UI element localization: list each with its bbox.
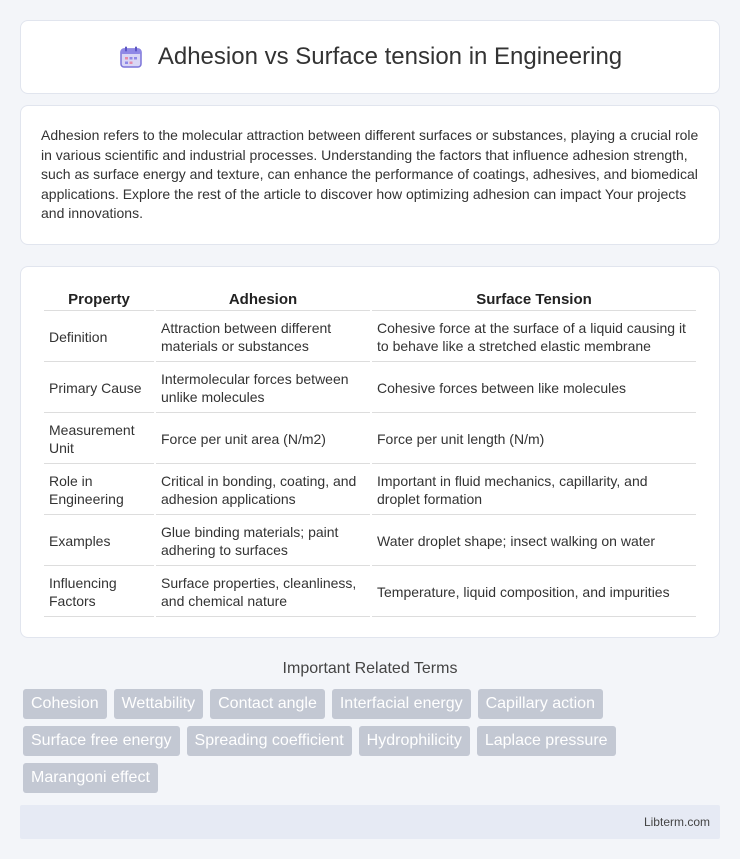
comparison-table-card bbox=[20, 266, 720, 638]
related-terms-title: Important Related Terms bbox=[282, 659, 458, 677]
table-cell: Role in Engineering bbox=[44, 464, 154, 515]
column-header-adhesion: Adhesion bbox=[156, 287, 370, 311]
table-cell: Cohesive forces between like molecules bbox=[372, 362, 696, 413]
table-header-row bbox=[44, 287, 696, 311]
table-cell: Critical in bonding, coating, and adhesion applications bbox=[156, 464, 370, 515]
calendar-icon bbox=[118, 44, 144, 70]
table-cell: Primary Cause bbox=[44, 362, 154, 413]
footer-site-link[interactable]: Libterm.com bbox=[643, 814, 710, 829]
footer bbox=[20, 805, 720, 839]
table-cell: Temperature, liquid composition, and impurities bbox=[372, 566, 696, 617]
tag-laplace-pressure[interactable]: Laplace pressure bbox=[477, 726, 616, 756]
table-cell: Definition bbox=[44, 311, 154, 362]
table-row bbox=[44, 362, 696, 413]
tag-spreading-coefficient[interactable]: Spreading coefficient bbox=[187, 726, 352, 756]
column-header-surface-tension: Surface Tension bbox=[372, 287, 696, 311]
table-cell: Attraction between different materials or substances bbox=[156, 311, 370, 362]
table-row bbox=[44, 566, 696, 617]
tag-contact-angle[interactable]: Contact angle bbox=[210, 689, 325, 719]
column-header-property: Property bbox=[44, 287, 154, 311]
comparison-table bbox=[42, 287, 698, 617]
table-cell: Water droplet shape; insect walking on water bbox=[372, 515, 696, 566]
tag-surface-free-energy[interactable]: Surface free energy bbox=[23, 726, 180, 756]
table-cell: Important in fluid mechanics, capillarity, and droplet formation bbox=[372, 464, 696, 515]
table-cell: Cohesive force at the surface of a liquid causing it to behave like a stretched elastic membrane bbox=[372, 311, 696, 362]
tag-marangoni-effect[interactable]: Marangoni effect bbox=[23, 763, 158, 793]
table-row bbox=[44, 464, 696, 515]
table-cell: Influencing Factors bbox=[44, 566, 154, 617]
page-title: Adhesion vs Surface tension in Engineering bbox=[157, 43, 623, 70]
table-cell: Glue binding materials; paint adhering to surfaces bbox=[156, 515, 370, 566]
tag-wettability[interactable]: Wettability bbox=[114, 689, 204, 719]
tag-hydrophilicity[interactable]: Hydrophilicity bbox=[359, 726, 470, 756]
table-cell: Examples bbox=[44, 515, 154, 566]
table-cell: Force per unit length (N/m) bbox=[372, 413, 696, 464]
tag-interfacial-energy[interactable]: Interfacial energy bbox=[332, 689, 471, 719]
table-cell: Intermolecular forces between unlike molecules bbox=[156, 362, 370, 413]
title-card bbox=[20, 20, 720, 94]
table-cell: Measurement Unit bbox=[44, 413, 154, 464]
intro-text: Adhesion refers to the molecular attraction between different surfaces or substances, playing a crucial role in various scientific and industrial processes. Understanding the factors that influence adhesion strength, such as surface energy and texture, can enhance the performance of coatings, adhesives, and biomedical applications. Explore the rest of the article to discover how optimizing adhesion can impact Your projects and innovations. bbox=[41, 127, 699, 221]
table-row bbox=[44, 413, 696, 464]
table-row bbox=[44, 515, 696, 566]
intro-card bbox=[20, 105, 720, 245]
table-cell: Force per unit area (N/m2) bbox=[156, 413, 370, 464]
related-terms-list bbox=[20, 689, 720, 793]
table-row bbox=[44, 311, 696, 362]
tag-capillary-action[interactable]: Capillary action bbox=[478, 689, 603, 719]
tag-cohesion[interactable]: Cohesion bbox=[23, 689, 107, 719]
table-cell: Surface properties, cleanliness, and chemical nature bbox=[156, 566, 370, 617]
